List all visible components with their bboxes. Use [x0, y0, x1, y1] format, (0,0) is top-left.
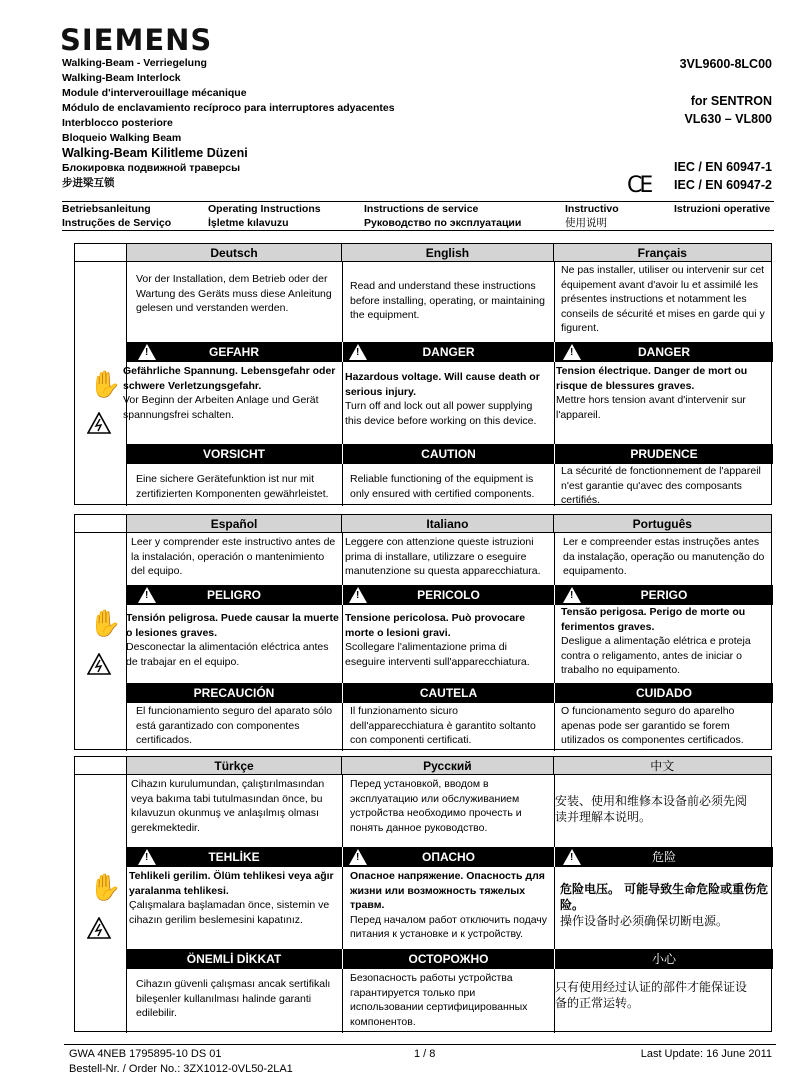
intro-zh: 安装、使用和维修本设备前必须先阅读并理解本说明。: [555, 794, 748, 824]
order-code: 3VL9600-8LC00: [679, 57, 772, 71]
caution-text-tr: Cihazın güvenli çalışması ancak sertifikalı bileşenler kullanılması halinde garanti edilebilir.: [136, 978, 331, 1019]
danger-label-fr: ! DANGER: [554, 342, 773, 362]
document-footer: [64, 1044, 776, 1073]
caution-label-es: PRECAUCIÓN: [193, 686, 275, 700]
danger-text-tr: Tehlikeli gerilim. Ölüm tehlikesi veya ağır yaralanma tehlikesi. Çalışmalara başlamadan önce, sistemin ve cihazın gerilim beslemesini kapatınız.: [129, 870, 334, 926]
title-de: Walking-Beam - Verriegelung: [62, 57, 207, 69]
intro-pt: Ler e compreender estas instruções antes da instalação, operação ou manutenção do equipamento.: [563, 536, 765, 577]
lang-header-ru: Русский: [341, 757, 552, 774]
high-voltage-warning-icon: [87, 412, 111, 434]
danger-label-en: ! DANGER: [342, 342, 554, 362]
caution-text-en: Reliable functioning of the equipment is only ensured with certified components.: [350, 473, 535, 500]
lang-header-pt: Português: [553, 515, 771, 532]
danger-text-fr: Tension électrique. Danger de mort ou risque de blessures graves. Mettre hors tension avant d'intervenir sur l'appareil.: [556, 365, 748, 421]
danger-band: [126, 847, 773, 867]
caution-label-pt: CUIDADO: [554, 683, 773, 703]
section-tr-ru-zh: [74, 756, 772, 1032]
product-line: for SENTRON: [690, 94, 772, 108]
caution-text-ru: Безопасность работы устройства гарантируется только при использовании сертифицированных компонентов.: [350, 972, 528, 1028]
last-update: Last Update: 16 June 2011: [640, 1048, 772, 1060]
caution-band: [126, 949, 773, 969]
order-number: Bestell-Nr. / Order No.: 3ZX1012-0VL50-2LA1: [69, 1063, 293, 1073]
caution-band: [126, 683, 773, 703]
standard-2: IEC / EN 60947-2: [674, 178, 772, 192]
danger-text-ru: Опасное напряжение. Опасность для жизни или возможность тяжелых травм. Перед началом работ отключить подачу питания к установке и к устройству.: [350, 870, 548, 940]
title-pt: Bloqueio Walking Beam: [62, 132, 182, 144]
lang-header-zh: 中文: [553, 757, 771, 774]
caution-text-fr: La sécurité de fonctionnement de l'appareil n'est garantie qu'avec des composants certifiés.: [561, 465, 761, 506]
caution-label-de: VORSICHT: [202, 447, 265, 461]
section-de-en-fr: [74, 243, 772, 505]
doc-id: GWA 4NEB 1795895-10 DS 01: [69, 1048, 222, 1060]
siemens-logo: SIEMENS: [60, 23, 213, 57]
danger-label-it: ! PERICOLO: [342, 585, 554, 605]
danger-text-es: Tensión peligrosa. Puede causar la muerte o lesiones graves. Desconectar la alimentación eléctrica antes de trabajar en el equipo.: [126, 612, 339, 668]
standard-1: IEC / EN 60947-1: [674, 160, 772, 174]
danger-label-tr: ! TEHLİKE: [126, 847, 342, 867]
intro-es: Leer y comprender este instructivo antes de la instalación, operación o mantenimiento del equipo.: [131, 536, 336, 577]
electric-hand-icon: ✋: [89, 609, 122, 639]
caution-label-fr: PRUDENCE: [554, 444, 773, 464]
title-ru: Блокировка подвижной траверсы: [62, 162, 241, 174]
doctype-tr: İşletme kılavuzu: [208, 217, 289, 229]
section-es-it-pt: [74, 514, 772, 750]
caution-text-es: El funcionamiento seguro del aparato sólo está garantizado con componentes certificados.: [136, 705, 333, 746]
language-header-row: [75, 244, 771, 262]
doctype-de: Betriebsanleitung: [62, 203, 151, 215]
lang-header-it: Italiano: [341, 515, 552, 532]
caution-band: [126, 444, 773, 464]
title-es: Módulo de enclavamiento recíproco para interruptores adyacentes: [62, 102, 395, 114]
caution-text-de: Eine sichere Gerätefunktion ist nur mit zertifizierten Komponenten gewährleistet.: [136, 473, 329, 500]
danger-label-de: ! GEFAHR: [126, 342, 342, 362]
electric-hand-icon: ✋: [89, 370, 122, 400]
doctype-en: Operating Instructions: [208, 203, 321, 215]
caution-text-pt: O funcionamento seguro do aparelho apenas pode ser garantido se forem utilizados os componentes certificados.: [561, 705, 744, 746]
caution-label-tr: ÖNEMLİ DİKKAT: [186, 952, 282, 966]
caution-label-ru: ОСТОРОЖНО: [342, 949, 554, 969]
title-it: Interblocco posteriore: [62, 117, 173, 129]
caution-label-en: CAUTION: [342, 444, 554, 464]
electric-hand-icon: ✋: [89, 873, 122, 903]
doctype-pt: Instruções de Serviço: [62, 217, 172, 229]
danger-label-pt: ! PERIGO: [554, 585, 773, 605]
intro-it: Leggere con attenzione queste istruzioni prima di installare, utilizzare o eseguire manutenzione su questa apparecchiatura.: [345, 536, 541, 577]
page-number: 1 / 8: [414, 1048, 436, 1060]
title-tr: Walking-Beam Kilitleme Düzeni: [62, 146, 248, 160]
high-voltage-warning-icon: [87, 653, 111, 675]
caution-text-it: Il funzionamento sicuro dell'apparecchiatura è garantito soltanto con componenti certificati.: [350, 705, 536, 746]
danger-text-it: Tensione pericolosa. Può provocare morte o lesioni gravi. Scollegare l'alimentazione prima di eseguire interventi sull'apparecchiatura.: [345, 612, 530, 668]
danger-text-pt: Tensão perigosa. Perigo de morte ou ferimentos graves. Desligue a alimentação elétrica e proteja contra o religamento, antes de iniciar o trabalho no equipamento.: [561, 606, 751, 676]
intro-en: Read and understand these instructions before installing, operating, or maintaining the equipment.: [350, 280, 545, 321]
title-zh: 步进梁互锁: [62, 177, 115, 189]
language-header-row: [75, 515, 771, 533]
product-titles: [62, 56, 622, 191]
lang-header-es: Español: [126, 515, 341, 532]
intro-de: Vor der Installation, dem Betrieb oder der Wartung des Geräts muss diese Anleitung gelesen und verstanden werden.: [136, 273, 332, 314]
danger-label-es: ! PELIGRO: [126, 585, 342, 605]
danger-label-zh: ! 危险: [554, 847, 773, 867]
doctype-ru: Руководство по эксплуатации: [364, 217, 522, 229]
product-range: VL630 – VL800: [684, 112, 772, 126]
ce-mark: CE: [627, 173, 651, 198]
title-en: Walking-Beam Interlock: [62, 72, 181, 84]
doctype-es: Instructivo: [565, 203, 619, 215]
lang-header-en: English: [341, 244, 552, 261]
doc-type-strip: [62, 201, 774, 231]
caution-label-zh: 小心: [554, 949, 773, 969]
caution-text-zh: 只有使用经过认证的部件才能保证设备的正常运转。: [555, 980, 748, 1010]
doctype-fr: Instructions de service: [364, 203, 479, 215]
document-header: [0, 0, 808, 200]
doctype-zh: 使用说明: [565, 217, 607, 229]
caution-label-it: CAUTELA: [342, 683, 554, 703]
lang-header-tr: Türkçe: [126, 757, 341, 774]
title-fr: Module d'interverouillage mécanique: [62, 87, 247, 99]
danger-label-ru: ! ОПАСНО: [342, 847, 554, 867]
intro-ru: Перед установкой, вводом в эксплуатацию или обслуживанием устройства необходимо прочесть и понять данное руководство.: [350, 778, 522, 834]
language-header-row: [75, 757, 771, 775]
danger-band: [126, 585, 773, 605]
danger-text-en: Hazardous voltage. Will cause death or serious injury. Turn off and lock out all power supplying this device before working on this device.: [345, 371, 540, 427]
danger-text-zh: 危险电压。 可能导致生命危险或重伤危险。 操作设备时必须确保切断电源。: [560, 882, 769, 928]
danger-text-de: Gefährliche Spannung. Lebensgefahr oder schwere Verletzungsgefahr. Vor Beginn der Arbeiten Anlage und Gerät spannungsfrei schalten.: [123, 365, 336, 421]
intro-fr: Ne pas installer, utiliser ou intervenir sur cet équipement avant d'avoir lu et assimilé les présentes instructions et notamment les conseils de sécurité et mises en garde qui y figurent.: [561, 264, 765, 334]
high-voltage-warning-icon: [87, 917, 111, 939]
doctype-it: Istruzioni operative: [674, 203, 771, 215]
lang-header-de: Deutsch: [126, 244, 341, 261]
lang-header-fr: Français: [553, 244, 771, 261]
intro-tr: Cihazın kurulumundan, çalıştırılmasından veya bakıma tabi tutulmasından önce, bu kılavuzun okunmuş ve anlaşılmış olması gerekmektedir.: [131, 778, 325, 834]
danger-band: [126, 342, 773, 362]
